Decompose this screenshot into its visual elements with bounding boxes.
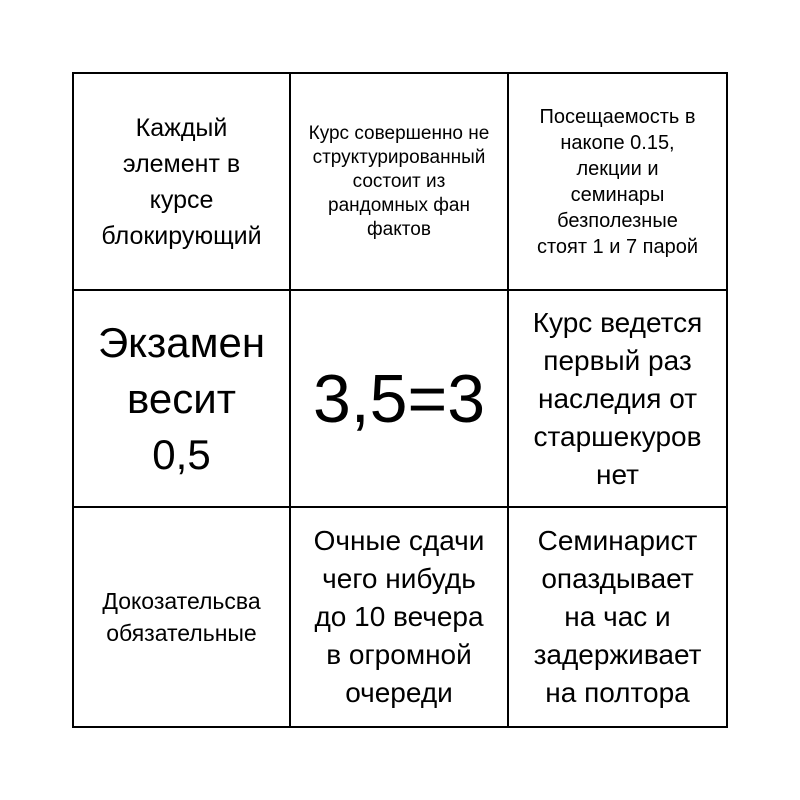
bingo-cell-text: Докозательсва обязательные <box>102 588 261 646</box>
bingo-cell-text: Курс ведется первый раз наследия от старшекуров нет <box>532 306 703 490</box>
bingo-cell-3 <box>509 74 726 291</box>
bingo-cell-text: Экзамен весит 0,5 <box>97 318 266 478</box>
bingo-cell-7 <box>74 508 291 726</box>
bingo-cell-text: Посещаемость в накопе 0.15, лекции и семинары безполезные стоят 1 и 7 парой <box>536 105 699 258</box>
bingo-cell-text: Курс совершенно не структурированный состоит из рандомных фан фактов <box>308 122 490 240</box>
bingo-cell-text: Семинарист опаздывает на час и задерживает на полтора <box>533 525 702 708</box>
bingo-cell-6 <box>509 291 726 508</box>
bingo-cell-text: 3,5=3 <box>312 360 486 437</box>
bingo-cell-9 <box>509 508 726 726</box>
bingo-cell-text: Каждый элемент в курсе блокирующий <box>101 113 262 250</box>
bingo-board <box>72 72 728 728</box>
bingo-cell-text: Очные сдачи чего нибудь до 10 вечера в огромной очереди <box>313 525 485 708</box>
bingo-cell-8 <box>291 508 509 726</box>
bingo-cell-1 <box>74 74 291 291</box>
bingo-cell-center <box>291 291 509 508</box>
bingo-cell-4 <box>74 291 291 508</box>
bingo-cell-2 <box>291 74 509 291</box>
